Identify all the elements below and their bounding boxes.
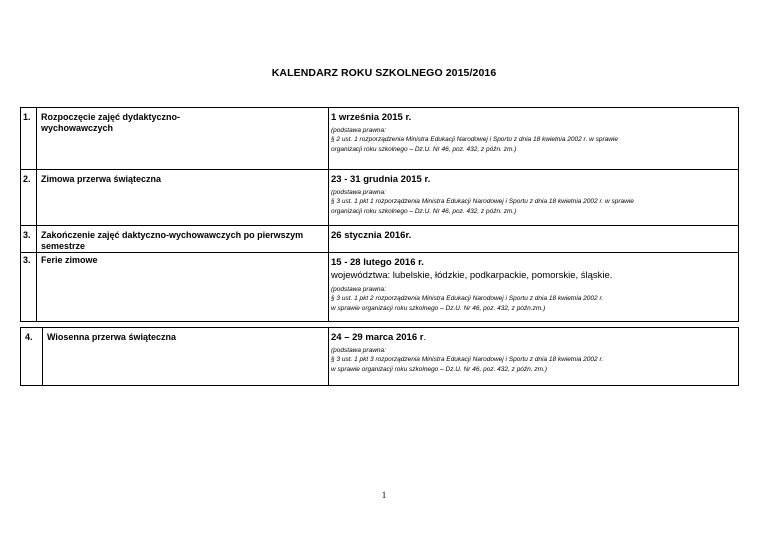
event-label-line: wychowawczych	[41, 123, 114, 133]
row-number: 4.	[21, 328, 43, 386]
event-label	[37, 108, 329, 170]
legal-basis-text: § 3 ust. 1 pkt 2 rozporządzenia Ministra Edukacji Narodowej i Sportu z dnia 18 kwietnia 2002 r.	[331, 295, 604, 302]
event-label-line: Rozpoczęcie zajęć dydaktyczno-	[41, 112, 181, 122]
document-title: KALENDARZ ROKU SZKOLNEGO 2015/2016	[271, 67, 497, 79]
voivodeships-text: województwa: lubelskie, łódzkie, podkarpackie, pomorskie, śląskie.	[331, 270, 613, 281]
event-date: 26 stycznia 2016r.	[329, 226, 739, 253]
table-row	[21, 253, 739, 322]
legal-basis-text: § 2 ust. 1 rozporządzenia Ministra Edukacji Narodowej i Sportu z dnia 18 kwietnia 2002 r. w sprawie	[331, 136, 618, 143]
event-date-tail: .	[423, 332, 427, 343]
event-label-line: Wiosenna przerwa świąteczna	[47, 332, 176, 342]
event-details	[329, 328, 739, 386]
event-label-line: Zakończenie zajęć daktyczno-wychowawczych po pierwszym	[41, 230, 304, 240]
legal-basis-text: organizacji roku szkolnego – Dz.U. Nr 46, poz. 432, z późn. zm.)	[331, 207, 517, 215]
event-label	[37, 170, 329, 226]
row-number: 3.	[21, 253, 37, 322]
event-label-line: Ferie zimowe	[41, 255, 98, 265]
event-details	[329, 108, 739, 170]
event-label-line: semestrze	[41, 241, 86, 251]
calendar-table	[20, 107, 739, 322]
legal-basis-text: § 3 ust. 1 pkt 3 rozporządzenia Ministra Edukacji Narodowej i Sportu z dnia 18 kwietnia 2002 r.	[331, 356, 604, 363]
page-number: 1	[381, 490, 387, 500]
event-date: 23 - 31 grudnia 2015 r.	[331, 174, 431, 185]
legal-basis-head: (podstawa prawna:	[331, 127, 386, 134]
legal-basis-text: organizacji roku szkolnego – Dz.U. Nr 46, poz. 432, z późn. zm.)	[331, 145, 517, 153]
legal-basis-text: § 3 ust. 1 pkt 1 rozporządzenia Ministra Edukacji Narodowej i Sportu z dnia 18 kwietnia 2002 r. w sprawie	[331, 198, 634, 205]
row-number: 2.	[21, 170, 37, 226]
table-row	[21, 108, 739, 170]
legal-basis-head: (podstawa prawna:	[331, 286, 386, 293]
event-details	[329, 170, 739, 226]
event-label	[37, 226, 329, 253]
legal-basis-text: w sprawie organizacji roku szkolnego – Dz.U. Nr 46, poz. 432, z późn. zm.)	[331, 365, 548, 373]
calendar-table-2	[20, 327, 739, 386]
table-row	[21, 170, 739, 226]
legal-basis-text: w sprawie organizacji roku szkolnego – Dz.U. Nr 46, poz. 432, z późn.zm.)	[331, 304, 546, 312]
table-row	[21, 328, 739, 386]
event-date: 1 września 2015 r.	[331, 112, 412, 123]
table-row	[21, 226, 739, 253]
legal-basis-head: (podstawa prawna:	[331, 347, 386, 354]
event-label-line: Zimowa przerwa świąteczna	[41, 174, 162, 184]
event-date	[331, 332, 738, 343]
legal-basis-head: (podstawa prawna:	[331, 189, 386, 196]
row-number: 3.	[21, 226, 37, 253]
event-details	[329, 253, 739, 322]
event-label	[43, 328, 329, 386]
event-label	[37, 253, 329, 322]
event-date-bold: 24 – 29 marca 2016 r	[331, 332, 424, 343]
event-date: 15 - 28 lutego 2016 r.	[331, 257, 424, 268]
row-number: 1.	[21, 108, 37, 170]
